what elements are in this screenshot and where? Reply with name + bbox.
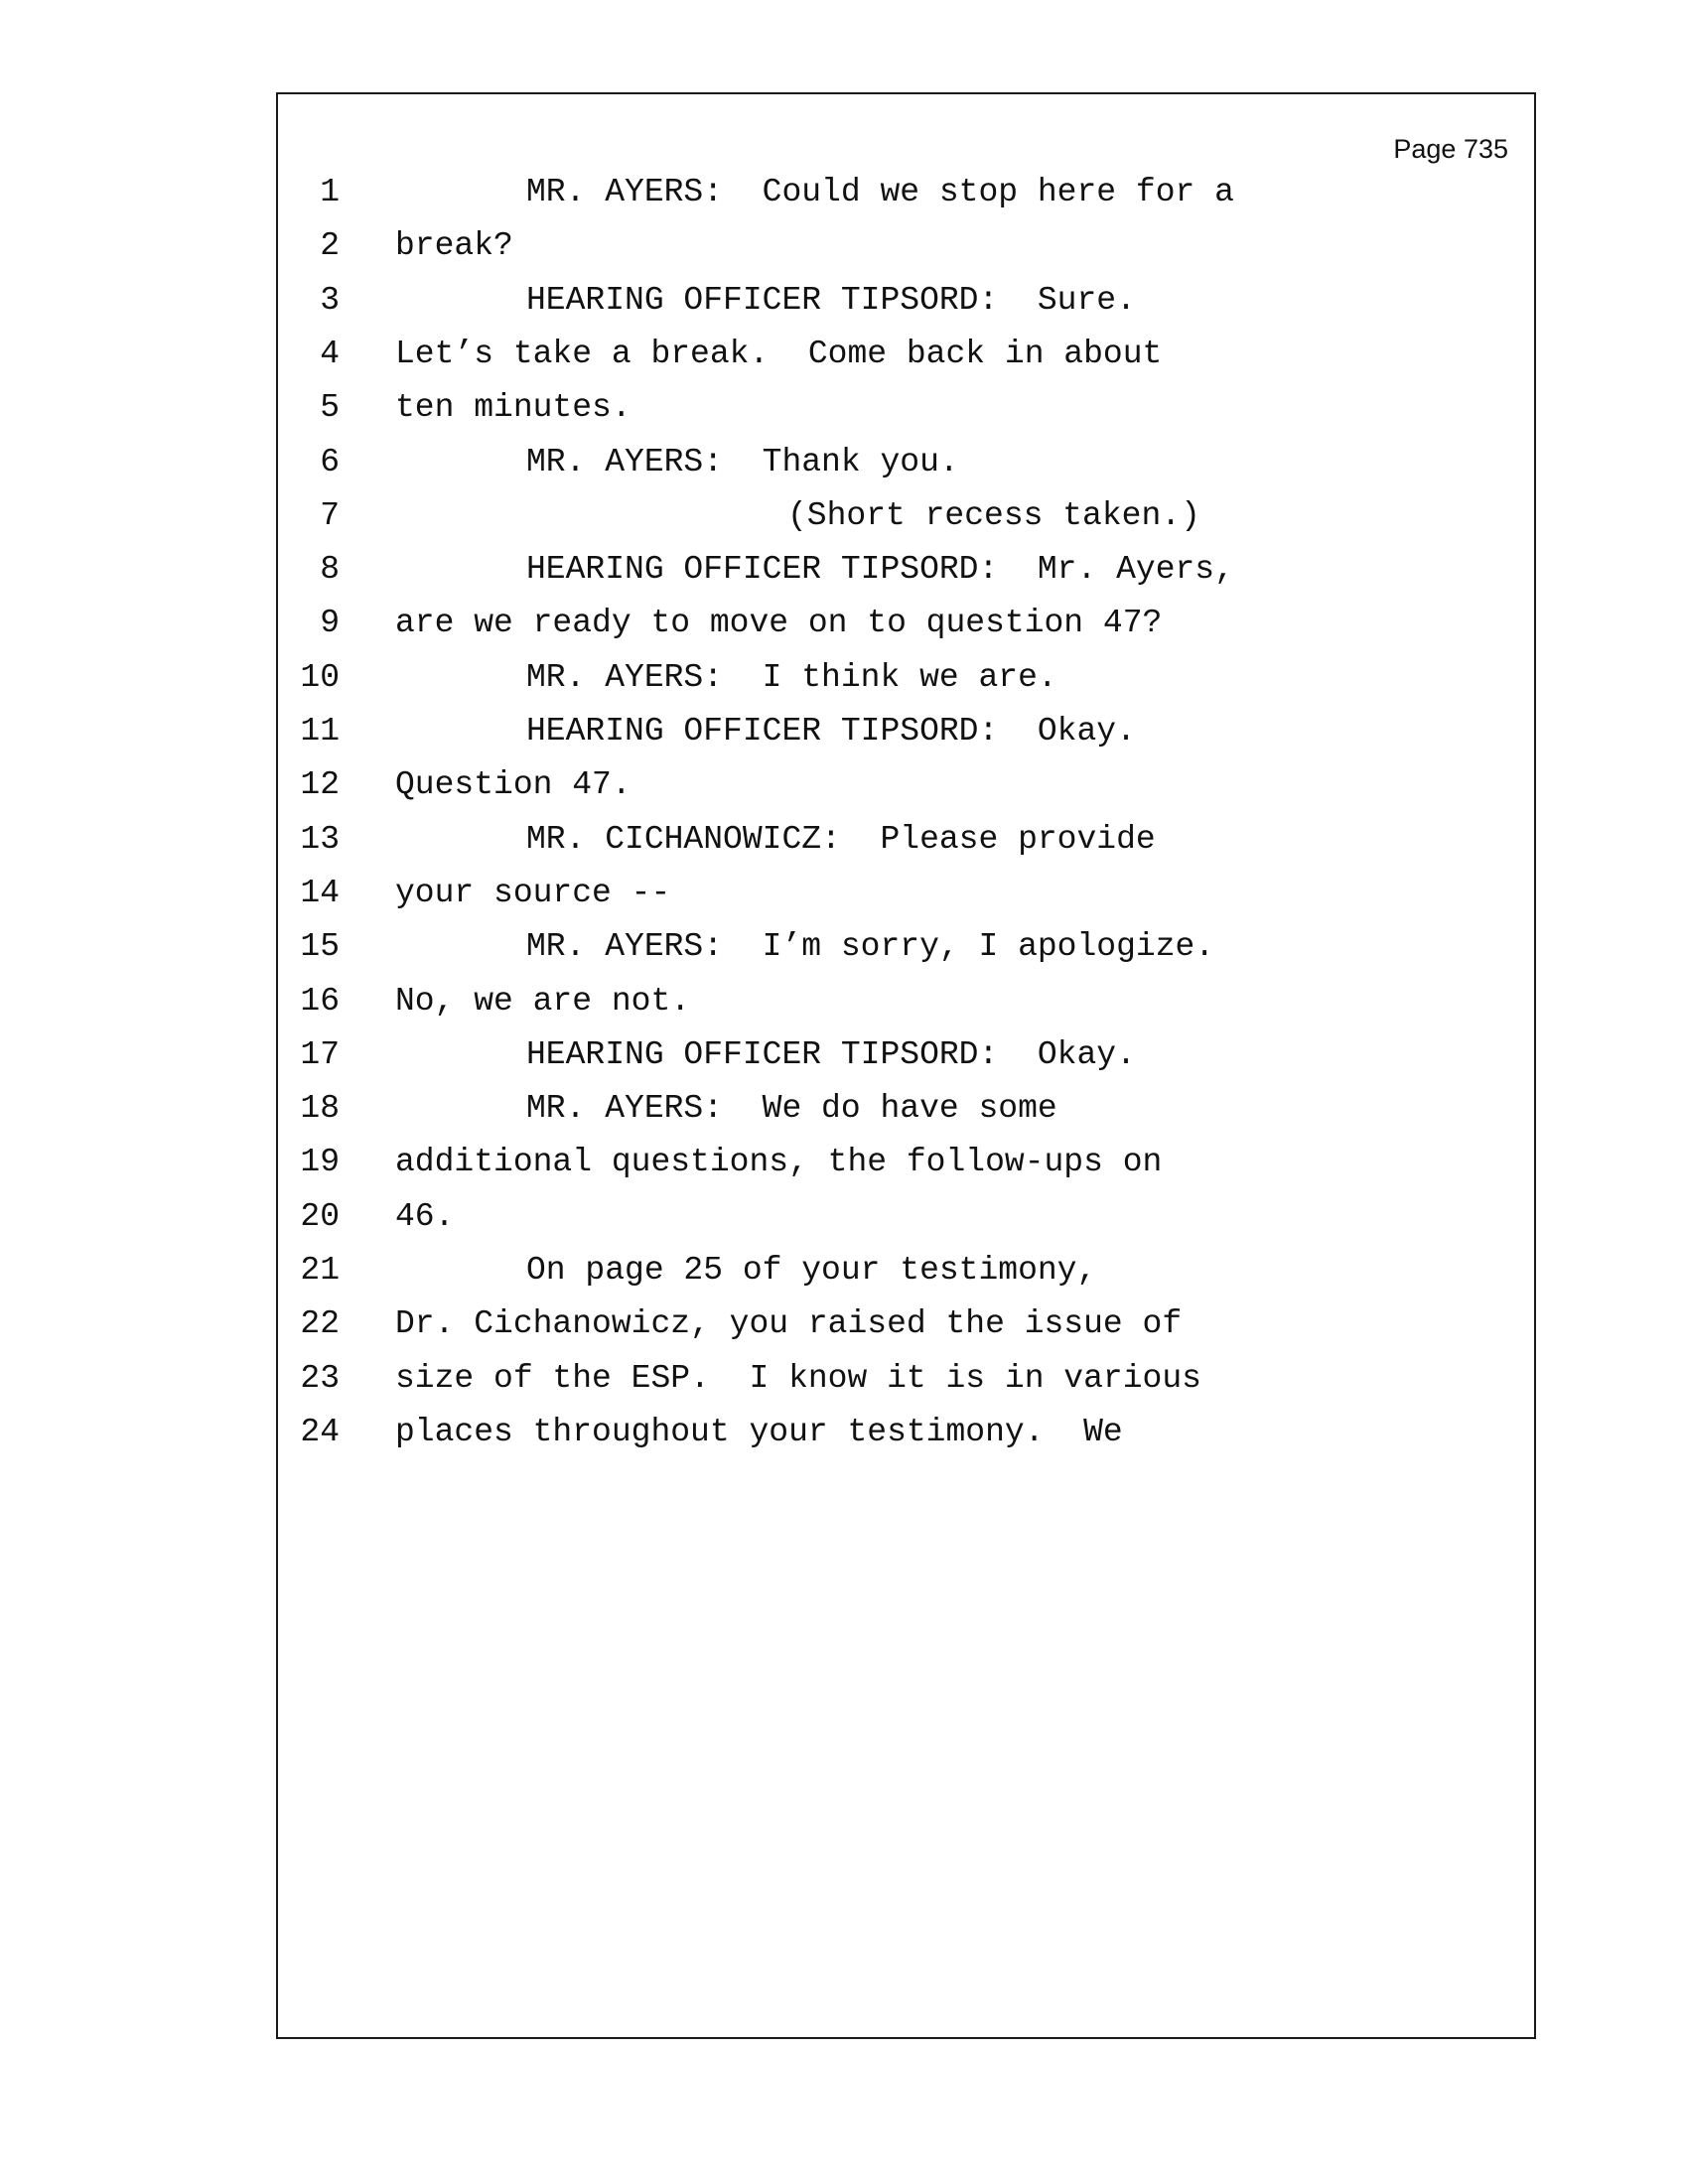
transcript-line [278, 1305, 1534, 1365]
transcript-line [278, 821, 1534, 881]
line-number: 12 [300, 766, 340, 804]
line-number: 5 [320, 389, 340, 427]
transcript-line [278, 174, 1534, 233]
line-text: Dr. Cichanowicz, you raised the issue of [395, 1305, 1183, 1343]
transcript-page [276, 92, 1536, 2039]
line-text: HEARING OFFICER TIPSORD: Mr. Ayers, [526, 551, 1234, 589]
line-text: MR. AYERS: I think we are. [526, 658, 1057, 696]
transcript-line [278, 983, 1534, 1042]
transcript-line [278, 928, 1534, 988]
line-number: 18 [300, 1090, 340, 1128]
transcript-line [278, 1144, 1534, 1203]
transcript-line [278, 551, 1534, 611]
line-text: HEARING OFFICER TIPSORD: Okay. [526, 1035, 1136, 1073]
transcript-line [278, 336, 1534, 395]
line-text: MR. AYERS: We do have some [526, 1090, 1057, 1128]
line-text: Question 47. [395, 766, 632, 804]
line-text: 46. [395, 1197, 455, 1235]
line-text: additional questions, the follow-ups on [395, 1144, 1163, 1181]
line-number: 20 [300, 1197, 340, 1235]
transcript-line [278, 1252, 1534, 1311]
transcript-line [278, 713, 1534, 772]
line-number: 8 [320, 551, 340, 589]
line-number: 6 [320, 443, 340, 480]
line-text: size of the ESP. I know it is in various [395, 1359, 1201, 1397]
line-number: 19 [300, 1144, 340, 1181]
line-text: (Short recess taken.) [787, 496, 1200, 534]
transcript-line [278, 444, 1534, 503]
transcript-line [278, 1090, 1534, 1150]
line-number: 4 [320, 335, 340, 372]
line-number: 16 [300, 982, 340, 1020]
line-text: MR. AYERS: Could we stop here for a [526, 174, 1234, 210]
line-number: 21 [300, 1252, 340, 1289]
line-number: 11 [300, 713, 340, 750]
transcript-line [278, 282, 1534, 341]
transcript-line [278, 389, 1534, 449]
line-text: Let’s take a break. Come back in about [395, 335, 1163, 372]
line-text: HEARING OFFICER TIPSORD: Okay. [526, 713, 1136, 750]
transcript-line [278, 227, 1534, 287]
line-number: 13 [300, 820, 340, 858]
transcript-line [278, 605, 1534, 664]
line-number: 17 [300, 1035, 340, 1073]
line-number: 23 [300, 1359, 340, 1397]
line-text: MR. CICHANOWICZ: Please provide [526, 820, 1156, 858]
transcript-line [278, 497, 1534, 557]
line-number: 1 [320, 174, 340, 210]
line-number: 2 [320, 227, 340, 265]
line-number: 22 [300, 1305, 340, 1343]
transcript-line [278, 766, 1534, 826]
line-number: 10 [300, 658, 340, 696]
line-number: 24 [300, 1413, 340, 1450]
line-text: HEARING OFFICER TIPSORD: Sure. [526, 281, 1136, 319]
line-number: 15 [300, 928, 340, 966]
line-number: 14 [300, 874, 340, 911]
transcript-line [278, 659, 1534, 719]
transcript-line [278, 1036, 1534, 1096]
page-number: Page 735 [1393, 134, 1508, 164]
line-text: your source -- [395, 874, 671, 911]
line-text: On page 25 of your testimony, [526, 1252, 1097, 1289]
transcript-line [278, 1360, 1534, 1420]
transcript-lines [278, 94, 1534, 2037]
transcript-line [278, 1198, 1534, 1258]
transcript-line [278, 875, 1534, 934]
transcript-line [278, 1414, 1534, 1473]
line-number: 9 [320, 605, 340, 642]
line-text: MR. AYERS: Thank you. [526, 443, 959, 480]
line-text: places throughout your testimony. We [395, 1413, 1123, 1450]
line-text: are we ready to move on to question 47? [395, 605, 1163, 642]
line-text: break? [395, 227, 513, 265]
line-number: 3 [320, 281, 340, 319]
line-text: ten minutes. [395, 389, 632, 427]
line-text: No, we are not. [395, 982, 691, 1020]
line-text: MR. AYERS: I’m sorry, I apologize. [526, 928, 1215, 966]
line-number: 7 [320, 496, 340, 534]
